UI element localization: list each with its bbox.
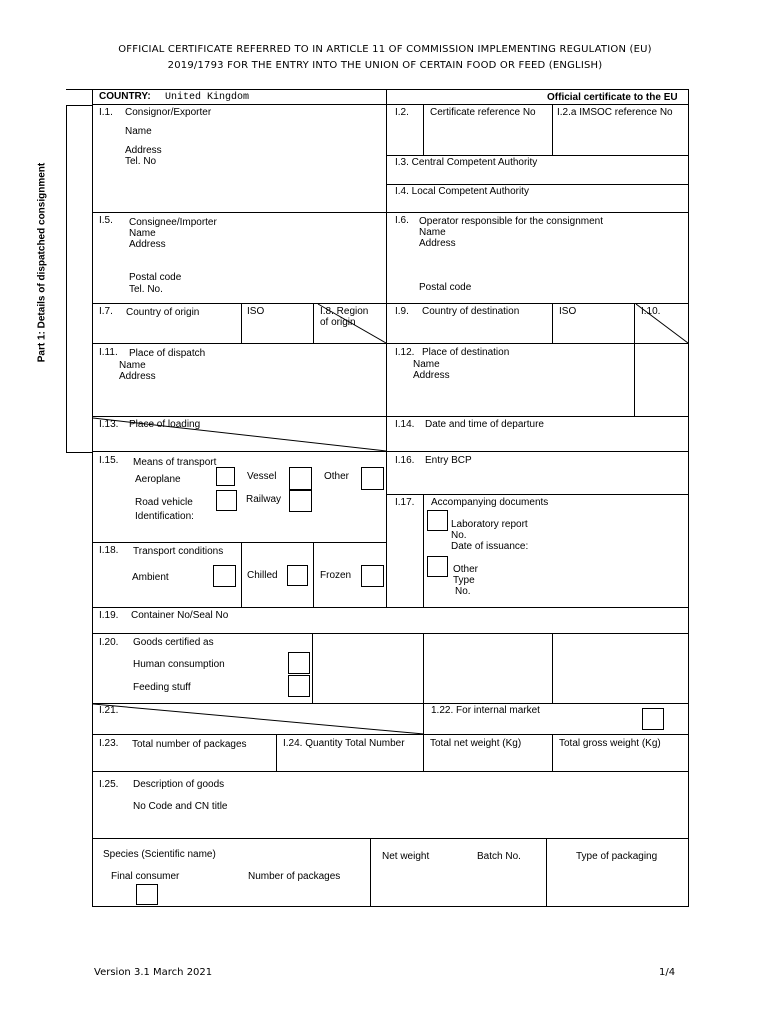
- i6-label: Operator responsible for the consignment: [419, 216, 603, 227]
- internal-market-checkbox[interactable]: [642, 708, 664, 730]
- feeding-stuff-checkbox[interactable]: [288, 675, 310, 697]
- footer-page-number: 1/4: [659, 967, 676, 978]
- country-label: COUNTRY:: [99, 91, 151, 102]
- i15-label: Means of transport: [133, 457, 217, 468]
- official-certificate-label: Official certificate to the EU: [547, 92, 678, 103]
- i14-num: I.14.: [395, 419, 415, 430]
- railway-label: Railway: [246, 494, 282, 505]
- i13-label: Place of loading: [129, 419, 201, 430]
- i7-label: Country of origin: [126, 307, 200, 318]
- i6-name: Name: [419, 227, 446, 238]
- i20-num: I.20.: [99, 637, 119, 648]
- other-document-checkbox[interactable]: [427, 556, 448, 577]
- i19-label: Container No/Seal No: [131, 610, 229, 621]
- i1-address: Address: [125, 145, 162, 156]
- i14-label: Date and time of departure: [425, 419, 544, 430]
- i19-num: I.19.: [99, 610, 119, 621]
- i25-label: Description of goods: [133, 779, 225, 790]
- i5-name: Name: [129, 228, 156, 239]
- total-gross-weight-label: Total gross weight (Kg): [559, 738, 661, 749]
- i13-num: I.13.: [99, 419, 119, 430]
- aeroplane-checkbox[interactable]: [216, 467, 235, 486]
- i16-num: I.16.: [395, 455, 415, 466]
- aeroplane-label: Aeroplane: [135, 474, 181, 485]
- other-transport-label: Other: [324, 471, 350, 482]
- lab-report-no: No.: [451, 530, 467, 541]
- i10-label: I.10.: [641, 306, 661, 317]
- ambient-label: Ambient: [132, 572, 169, 583]
- frozen-checkbox[interactable]: [361, 565, 384, 587]
- i5-num: I.5.: [99, 215, 113, 226]
- i8-label-2: of origin: [320, 317, 356, 328]
- footer-version: Version 3.1 March 2021: [94, 967, 213, 978]
- i1-tel: Tel. No: [125, 156, 157, 167]
- i17-num: I.17.: [395, 497, 415, 508]
- i17-label: Accompanying documents: [431, 497, 549, 508]
- i18-num: I.18.: [99, 545, 119, 556]
- i5-address: Address: [129, 239, 166, 250]
- i9-num: I.9.: [395, 306, 409, 317]
- i1-name: Name: [125, 126, 152, 137]
- i18-label: Transport conditions: [133, 546, 224, 557]
- i22-label: 1.22. For internal market: [431, 705, 540, 716]
- i12-name: Name: [413, 359, 440, 370]
- i11-name: Name: [119, 360, 146, 371]
- i21-label: I.21.: [99, 705, 119, 716]
- number-of-packages-label: Number of packages: [248, 871, 341, 882]
- lab-report-date: Date of issuance:: [451, 541, 529, 552]
- i7-num: I.7.: [99, 306, 113, 317]
- lab-report-label: Laboratory report: [451, 519, 528, 530]
- species-label: Species (Scientific name): [103, 849, 216, 860]
- frozen-label: Frozen: [320, 570, 352, 581]
- road-vehicle-label: Road vehicle: [135, 497, 193, 508]
- i12-num: I.12.: [395, 347, 415, 358]
- vessel-checkbox[interactable]: [289, 467, 312, 490]
- i2-num: I.2.: [395, 107, 409, 118]
- i6-num: I.6.: [395, 215, 409, 226]
- batch-no-label: Batch No.: [477, 851, 521, 862]
- chilled-checkbox[interactable]: [287, 565, 308, 586]
- i1-label: Consignor/Exporter: [125, 107, 212, 118]
- human-consumption-checkbox[interactable]: [288, 652, 310, 674]
- laboratory-report-checkbox[interactable]: [427, 510, 448, 531]
- other-document-no: No.: [455, 586, 471, 597]
- chilled-label: Chilled: [247, 570, 278, 581]
- i11-label: Place of dispatch: [129, 348, 206, 359]
- i25-code-label: No Code and CN title: [133, 801, 228, 812]
- i5-label: Consignee/Importer: [129, 217, 217, 228]
- human-consumption-label: Human consumption: [133, 659, 225, 670]
- i23-num: I.23.: [99, 738, 119, 749]
- final-consumer-label: Final consumer: [111, 871, 180, 882]
- i6-postal: Postal code: [419, 282, 472, 293]
- i25-num: I.25.: [99, 779, 119, 790]
- i12-label: Place of destination: [422, 347, 510, 358]
- other-document-type: Type: [453, 575, 475, 586]
- type-of-packaging-label: Type of packaging: [576, 851, 658, 862]
- other-transport-checkbox[interactable]: [361, 467, 384, 490]
- header-line-1: OFFICIAL CERTIFICATE REFERRED TO IN ARTICLE 11 OF COMMISSION IMPLEMENTING REGULATION (EU): [118, 44, 652, 55]
- i11-address: Address: [119, 371, 156, 382]
- i2-label: Certificate reference No: [430, 107, 536, 118]
- i2a-label: I.2.a IMSOC reference No: [557, 107, 673, 118]
- i1-num: I.1.: [99, 107, 113, 118]
- i9-label: Country of destination: [422, 306, 520, 317]
- i3-label: I.3. Central Competent Authority: [395, 157, 538, 168]
- i24-label: I.24. Quantity Total Number: [283, 738, 405, 749]
- i9-iso: ISO: [559, 306, 577, 317]
- i15-num: I.15.: [99, 455, 119, 466]
- net-weight-label: Net weight: [382, 851, 430, 862]
- other-document-label: Other: [453, 564, 479, 575]
- i11-num: I.11.: [99, 347, 118, 358]
- i5-tel: Tel. No.: [129, 284, 163, 295]
- vessel-label: Vessel: [247, 471, 277, 482]
- final-consumer-checkbox[interactable]: [136, 884, 158, 905]
- side-label: Part 1: Details of dispatched consignment: [36, 162, 48, 363]
- i16-label: Entry BCP: [425, 455, 472, 466]
- country-value: United Kingdom: [165, 92, 250, 103]
- i6-address: Address: [419, 238, 456, 249]
- i5-postal: Postal code: [129, 272, 182, 283]
- header-line-2: 2019/1793 FOR THE ENTRY INTO THE UNION OF CERTAIN FOOD OR FEED (ENGLISH): [167, 60, 603, 71]
- i4-label: I.4. Local Competent Authority: [395, 186, 529, 197]
- total-net-weight-label: Total net weight (Kg): [430, 738, 522, 749]
- i12-address: Address: [413, 370, 450, 381]
- identification-label: Identification:: [135, 511, 194, 522]
- feeding-stuff-label: Feeding stuff: [133, 682, 191, 693]
- i23-label: Total number of packages: [132, 739, 247, 750]
- i7-iso: ISO: [247, 306, 265, 317]
- road-vehicle-checkbox[interactable]: [216, 490, 237, 511]
- railway-checkbox[interactable]: [289, 490, 312, 512]
- i8-label-1: I.8. Region: [320, 306, 369, 317]
- i20-label: Goods certified as: [133, 637, 214, 648]
- ambient-checkbox[interactable]: [213, 565, 236, 587]
